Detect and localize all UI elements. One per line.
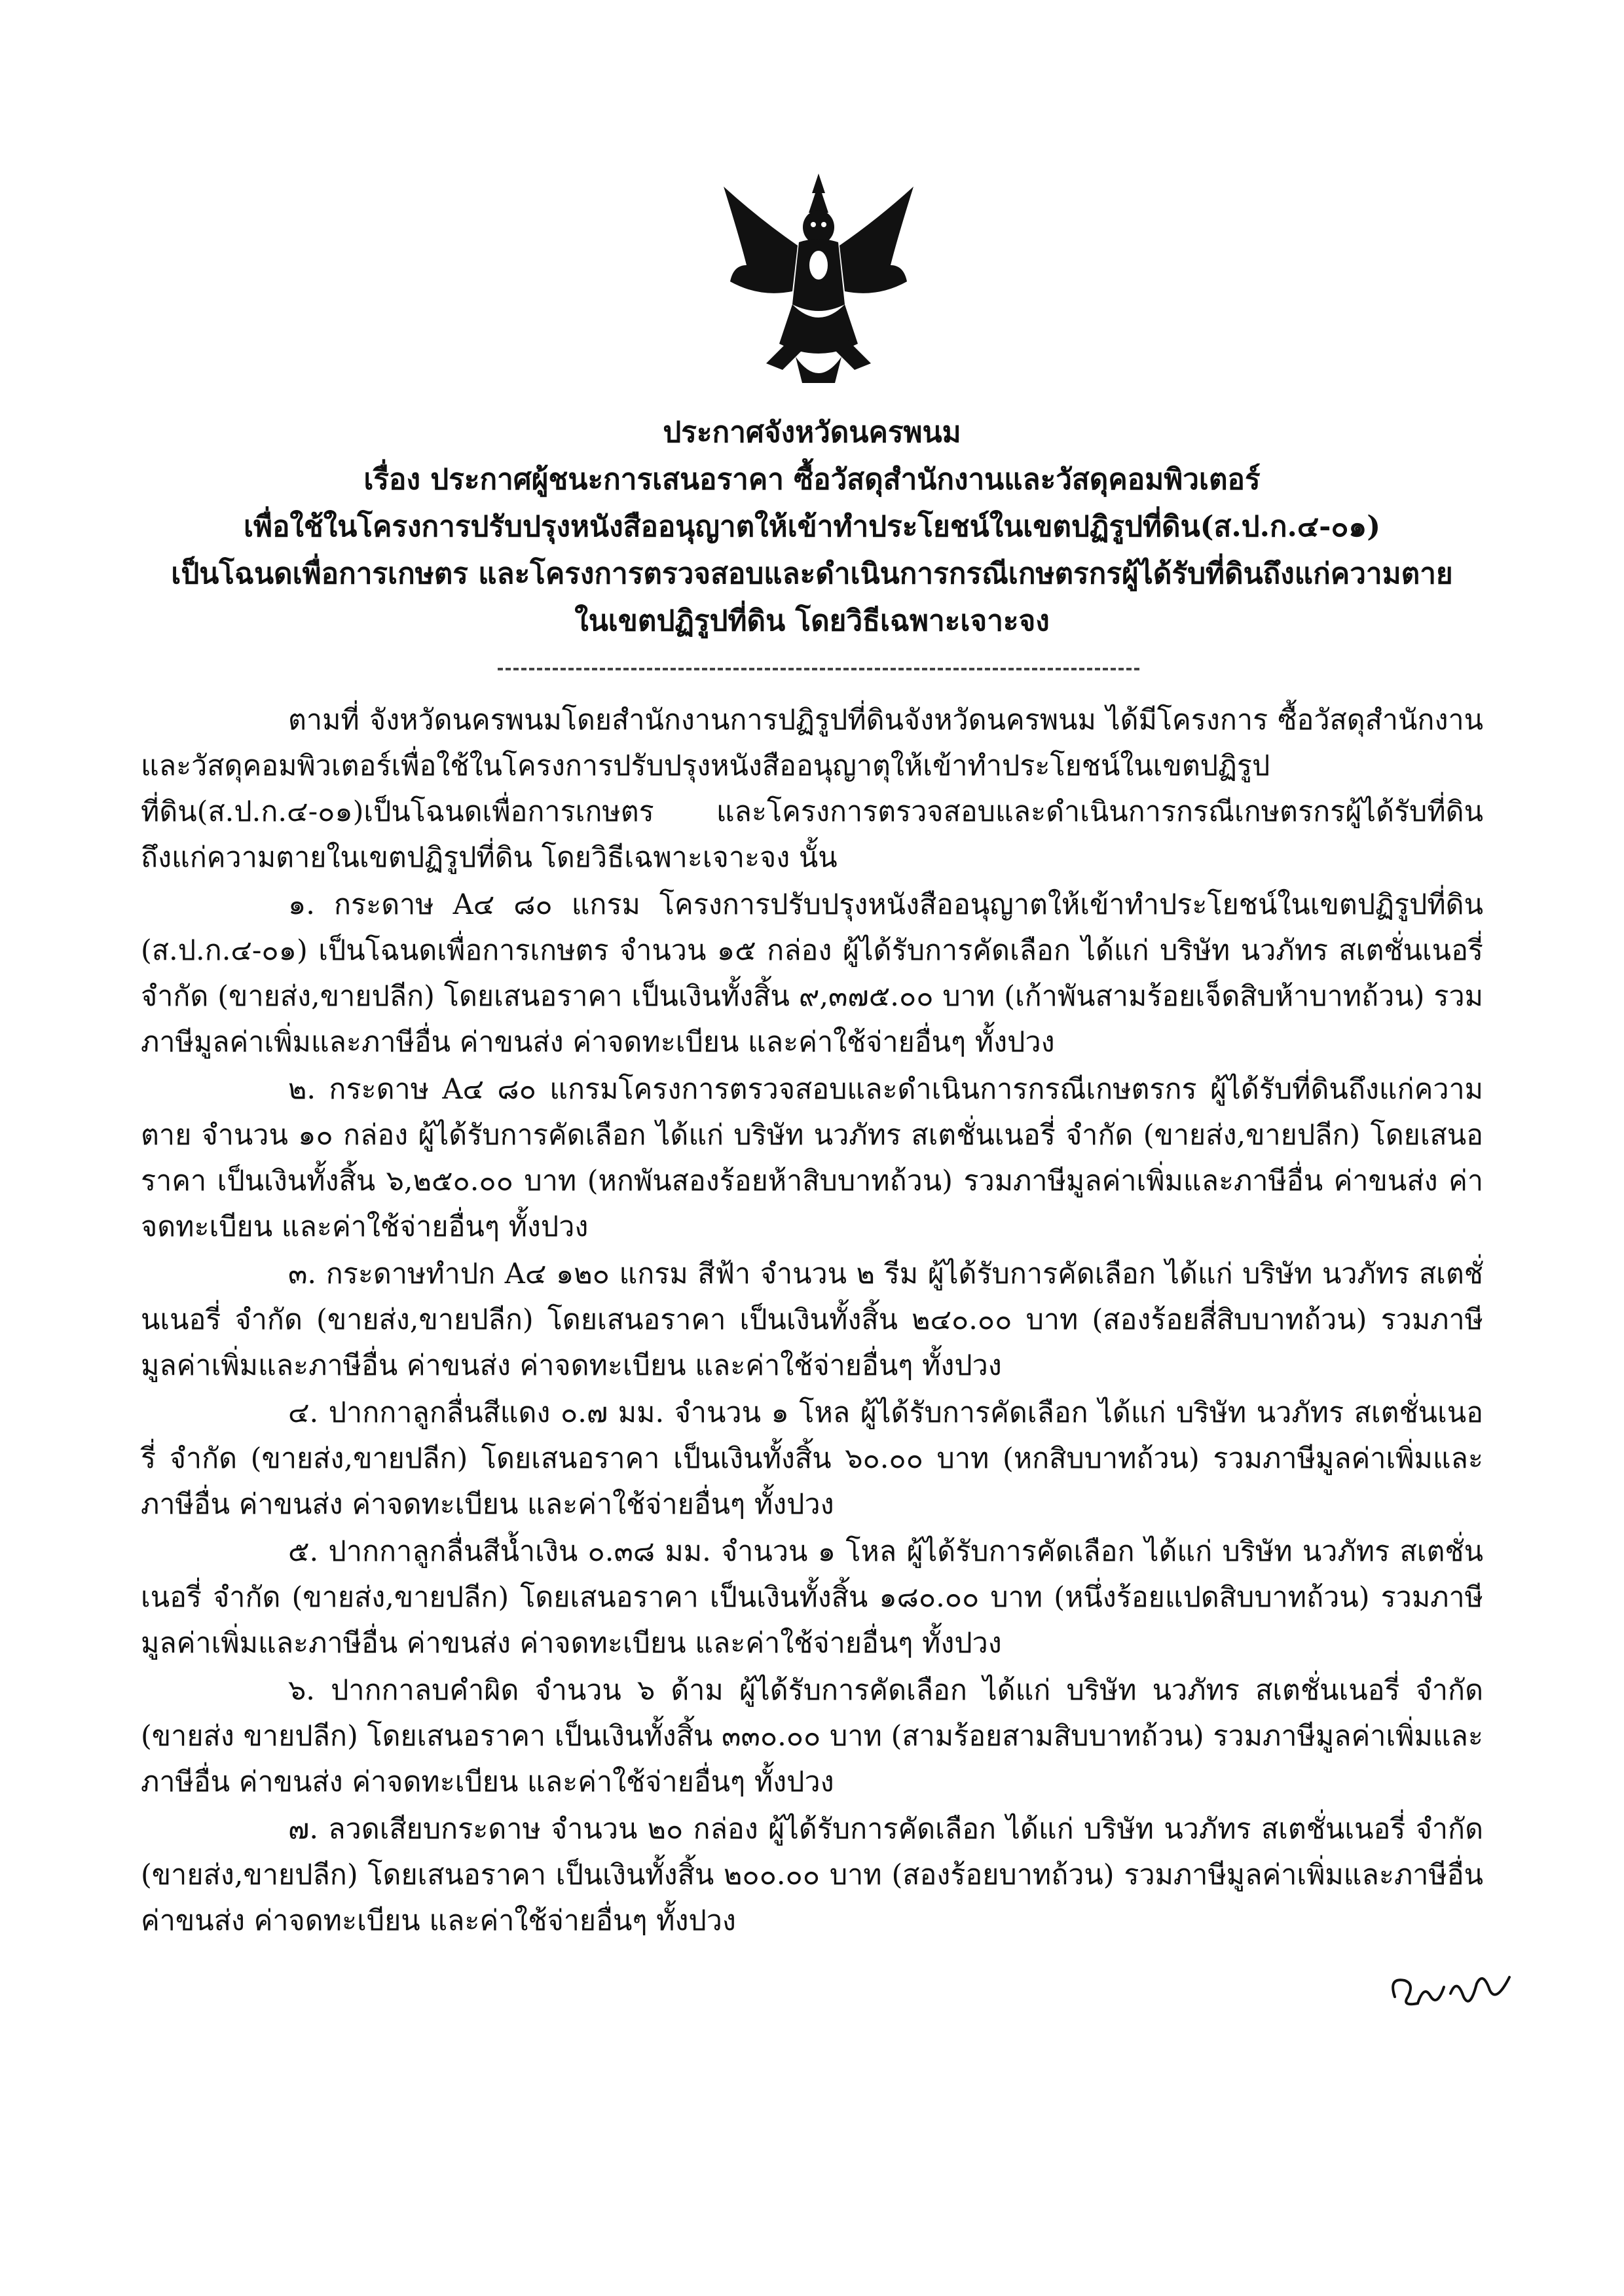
header-divider — [498, 668, 1139, 670]
list-item: ๔. ปากกาลูกลื่นสีแดง ๐.๗ มม. จำนวน ๑ โหล ผู้ได้รับการคัดเลือก ได้แก่ บริษัท นวภัทร สเตชั่นเนอรี่ จำกัด (ขายส่ง,ขายปลีก) โดยเสนอราคา เป็นเงินทั้งสิ้น ๖๐.๐๐ บาท (หกสิบบาทถ้วน) รวมภาษีมูลค่าเพิ่มและภาษีอื่น ค่าขนส่ง ค่าจดทะเบียน และค่าใช้จ่ายอื่นๆ ทั้งปวง — [141, 1396, 1483, 1521]
list-item: ๖. ปากกาลบคำผิด จำนวน ๖ ด้าม ผู้ได้รับการคัดเลือก ได้แก่ บริษัท นวภัทร สเตชั่นเนอรี่ จำกัด (ขายส่ง ขายปลีก) โดยเสนอราคา เป็นเงินทั้งสิ้น ๓๓๐.๐๐ บาท (สามร้อยสามสิบบาทถ้วน) รวมภาษีมูลค่าเพิ่มและภาษีอื่น ค่าขนส่ง ค่าจดทะเบียน และค่าใช้จ่ายอื่นๆ ทั้งปวง — [141, 1674, 1483, 1798]
announcement-header — [131, 409, 1493, 645]
header-line-purpose: เพื่อใช้ในโครงการปรับปรุงหนังสืออนุญาตให้เข้าทำประโยชน์ในเขตปฏิรูปที่ดิน(ส.ป.ก.๔-๐๑) — [243, 510, 1381, 543]
list-item: ๓. กระดาษทำปก A๔ ๑๒๐ แกรม สีฟ้า จำนวน ๒ รีม ผู้ได้รับการคัดเลือก ได้แก่ บริษัท นวภัทร สเตชั่นเนอรี่ จำกัด (ขายส่ง,ขายปลีก) โดยเสนอราคา เป็นเงินทั้งสิ้น ๒๔๐.๐๐ บาท (สองร้อยสี่สิบบาทถ้วน) รวมภาษีมูลค่าเพิ่มและภาษีอื่น ค่าขนส่ง ค่าจดทะเบียน และค่าใช้จ่ายอื่นๆ ทั้งปวง — [141, 1258, 1483, 1382]
handwritten-initials-icon — [1385, 1958, 1516, 2016]
garuda-emblem-icon — [720, 167, 917, 390]
announcement-body — [141, 697, 1483, 1945]
list-item: ๒. กระดาษ A๔ ๘๐ แกรมโครงการตรวจสอบและดำเนินการกรณีเกษตรกร ผู้ได้รับที่ดินถึงแก่ความตาย จำนวน ๑๐ กล่อง ผู้ได้รับการคัดเลือก ได้แก่ บริษัท นวภัทร สเตชั่นเนอรี่ จำกัด (ขายส่ง,ขายปลีก) โดยเสนอราคา เป็นเงินทั้งสิ้น ๖,๒๕๐.๐๐ บาท (หกพันสองร้อยห้าสิบบาทถ้วน) รวมภาษีมูลค่าเพิ่มและภาษีอื่น ค่าขนส่ง ค่าจดทะเบียน และค่าใช้จ่ายอื่นๆ ทั้งปวง — [141, 1073, 1483, 1243]
list-item: ๗. ลวดเสียบกระดาษ จำนวน ๒๐ กล่อง ผู้ได้รับการคัดเลือก ได้แก่ บริษัท นวภัทร สเตชั่นเนอรี่ จำกัด (ขายส่ง,ขายปลีก) โดยเสนอราคา เป็นเงินทั้งสิ้น ๒๐๐.๐๐ บาท (สองร้อยบาทถ้วน) รวมภาษีมูลค่าเพิ่มและภาษีอื่น ค่าขนส่ง ค่าจดทะเบียน และค่าใช้จ่ายอื่นๆ ทั้งปวง — [141, 1813, 1483, 1937]
header-line-projects: เป็นโฉนดเพื่อการเกษตร และโครงการตรวจสอบและดำเนินการกรณีเกษตรกรผู้ได้รับที่ดินถึงแก่ความตาย — [171, 557, 1453, 591]
header-line-subject: เรื่อง ประกาศผู้ชนะการเสนอราคา ซื้อวัสดุสำนักงานและวัสดุคอมพิวเตอร์ — [363, 463, 1261, 496]
header-line-title: ประกาศจังหวัดนครพนม — [663, 416, 961, 449]
header-line-method: ในเขตปฏิรูปที่ดิน โดยวิธีเฉพาะเจาะจง — [574, 604, 1050, 638]
list-item: ๕. ปากกาลูกลื่นสีน้ำเงิน ๐.๓๘ มม. จำนวน ๑ โหล ผู้ได้รับการคัดเลือก ได้แก่ บริษัท นวภัทร สเตชั่นเนอรี่ จำกัด (ขายส่ง,ขายปลีก) โดยเสนอราคา เป็นเงินทั้งสิ้น ๑๘๐.๐๐ บาท (หนึ่งร้อยแปดสิบบาทถ้วน) รวมภาษีมูลค่าเพิ่มและภาษีอื่น ค่าขนส่ง ค่าจดทะเบียน และค่าใช้จ่ายอื่นๆ ทั้งปวง — [141, 1535, 1483, 1660]
list-item: ๑. กระดาษ A๔ ๘๐ แกรม โครงการปรับปรุงหนังสืออนุญาตให้เข้าทำประโยชน์ในเขตปฏิรูปที่ดิน (ส.ป.ก.๔-๐๑) เป็นโฉนดเพื่อการเกษตร จำนวน ๑๕ กล่อง ผู้ได้รับการคัดเลือก ได้แก่ บริษัท นวภัทร สเตชั่นเนอรี่ จำกัด (ขายส่ง,ขายปลีก) โดยเสนอราคา เป็นเงินทั้งสิ้น ๙,๓๗๕.๐๐ บาท (เก้าพันสามร้อยเจ็ดสิบห้าบาทถ้วน) รวมภาษีมูลค่าเพิ่มและภาษีอื่น ค่าขนส่ง ค่าจดทะเบียน และค่าใช้จ่ายอื่นๆ ทั้งปวง — [141, 888, 1483, 1059]
intro-paragraph: ตามที่ จังหวัดนครพนมโดยสำนักงานการปฏิรูปที่ดินจังหวัดนครพนม ได้มีโครงการ ซื้อวัสดุสำนักงานและวัสดุคอมพิวเตอร์เพื่อใช้ในโครงการปรับปรุงหนังสืออนุญาตุให้เข้าทำประโยชน์ในเขตปฏิรูปที่ดิน(ส.ป.ก.๔-๐๑)เป็นโฉนดเพื่อการเกษตร และโครงการตรวจสอบและดำเนินการกรณีเกษตรกรผู้ได้รับที่ดินถึงแก่ความตายในเขตปฏิรูปที่ดิน โดยวิธีเฉพาะเจาะจง นั้น — [141, 704, 1483, 874]
